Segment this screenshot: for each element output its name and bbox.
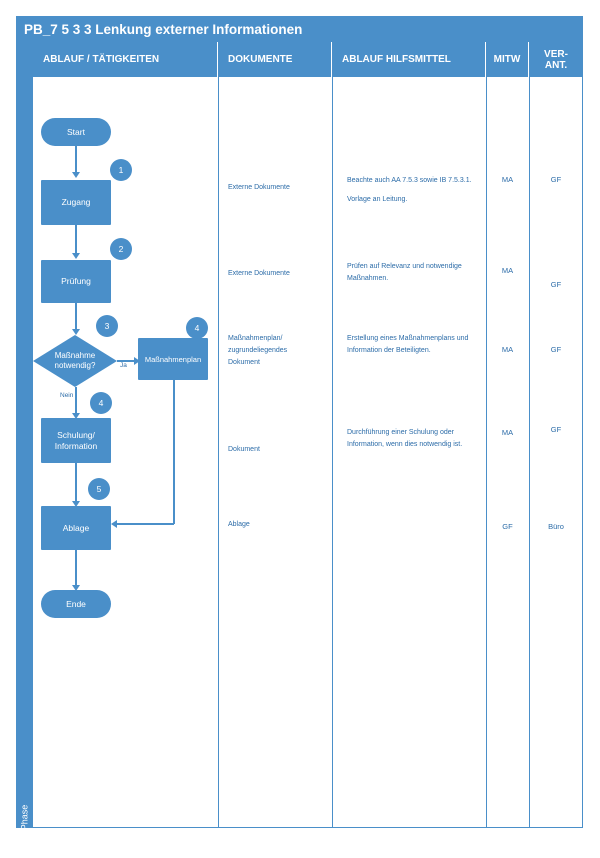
connector-start-zugang [75, 146, 77, 174]
phase-label: Phase [19, 804, 30, 831]
column-header-hilfsmittel: ABLAUF HILFSMITTEL [332, 42, 486, 77]
flow-node-decision[interactable] [33, 335, 117, 387]
column-separator-4 [529, 77, 530, 828]
edge-label-ja: Ja [120, 362, 127, 369]
cell-verant-pruefung: GF [550, 280, 562, 289]
arrowhead-start-zugang [72, 172, 80, 178]
cell-hilfsmittel-zugang-line1: Beachte auch AA 7.5.3 sowie IB 7.5.3.1. [347, 177, 472, 184]
column-header-mitw: MITW [486, 42, 529, 77]
column-header-verant [529, 42, 583, 77]
connector-pruefung-entscheidung [75, 303, 77, 332]
edge-label-nein: Nein [60, 392, 74, 399]
flow-node-pruefung[interactable]: Prüfung [41, 260, 111, 303]
page-title: PB_7 5 3 3 Lenkung externer Informationen [16, 16, 583, 42]
column-separator-3 [486, 77, 487, 828]
cell-hilfsmittel-massnahme-line1: Erstellung eines Maßnahmenplans und [347, 335, 469, 342]
flow-node-decision-label: Maßnahme notwendig? [54, 351, 96, 370]
column-separator-2 [332, 77, 333, 828]
cell-mitw-schulung: MA [501, 428, 514, 437]
column-header-dokumente: DOKUMENTE [218, 42, 332, 77]
flow-node-ende[interactable]: Ende [41, 590, 111, 618]
cell-verant-schulung: GF [550, 425, 562, 434]
column-separator-1 [218, 77, 219, 828]
flow-node-schulung[interactable]: Schulung/ Information [41, 418, 111, 463]
step-bubble-2: 2 [110, 238, 132, 260]
flow-node-massnahmenplan[interactable]: Maßnahmenplan [138, 338, 208, 380]
flow-node-zugang[interactable]: Zugang [41, 180, 111, 225]
cell-verant-ablage: Büro [548, 522, 564, 531]
connector-zugang-pruefung [75, 225, 77, 255]
flow-node-start[interactable]: Start [41, 118, 111, 146]
cell-hilfsmittel-schulung-line1: Durchführung einer Schulung oder [347, 429, 455, 436]
cell-mitw-pruefung: MA [501, 266, 514, 275]
cell-dokumente-massnahme-line3: Dokument [228, 359, 260, 366]
cell-dokumente-ablage: Ablage [228, 521, 250, 528]
flow-node-ablage[interactable]: Ablage [41, 506, 111, 550]
cell-verant-massnahme: GF [550, 345, 562, 354]
cell-hilfsmittel-schulung-line2: Information, wenn dies notwendig ist. [347, 441, 463, 448]
cell-dokumente-massnahme-line2: zugrundeliegendes [228, 347, 288, 354]
arrowhead-zugang-pruefung [72, 253, 80, 259]
step-bubble-4b: 4 [90, 392, 112, 414]
step-bubble-5: 5 [88, 478, 110, 500]
phase-band [16, 42, 33, 831]
cell-verant-zugang: GF [550, 175, 562, 184]
cell-dokumente-massnahme-line1: Maßnahmenplan/ [228, 335, 283, 342]
cell-hilfsmittel-pruefung-line2: Maßnahmen. [347, 275, 389, 282]
step-bubble-4a: 4 [186, 317, 208, 339]
column-header-verant-line2: ANT. [544, 59, 568, 71]
cell-hilfsmittel-massnahme-line2: Information der Beteiligten. [347, 347, 431, 354]
connector-massnahmenplan-ablage-v [173, 380, 175, 524]
step-bubble-3: 3 [96, 315, 118, 337]
connector-schulung-ablage [75, 463, 77, 504]
connector-massnahmenplan-ablage-h [117, 523, 174, 525]
step-bubble-1: 1 [110, 159, 132, 181]
cell-hilfsmittel-pruefung-line1: Prüfen auf Relevanz und notwendige [347, 263, 462, 270]
cell-dokumente-schulung: Dokument [228, 446, 260, 453]
connector-ablage-ende [75, 550, 77, 588]
column-header-ablauf: ABLAUF / TÄTIGKEITEN [33, 42, 218, 77]
cell-mitw-ablage: GF [502, 522, 513, 531]
cell-dokumente-zugang: Externe Dokumente [228, 184, 290, 191]
cell-mitw-zugang: MA [501, 175, 514, 184]
cell-mitw-massnahme: MA [501, 345, 514, 354]
column-header-verant-line1: VER- [544, 48, 568, 60]
cell-hilfsmittel-zugang-line2: Vorlage an Leitung. [347, 196, 408, 203]
arrowhead-massnahmenplan-ablage [111, 520, 117, 528]
cell-dokumente-pruefung: Externe Dokumente [228, 270, 290, 277]
connector-decision-schulung [75, 387, 77, 415]
